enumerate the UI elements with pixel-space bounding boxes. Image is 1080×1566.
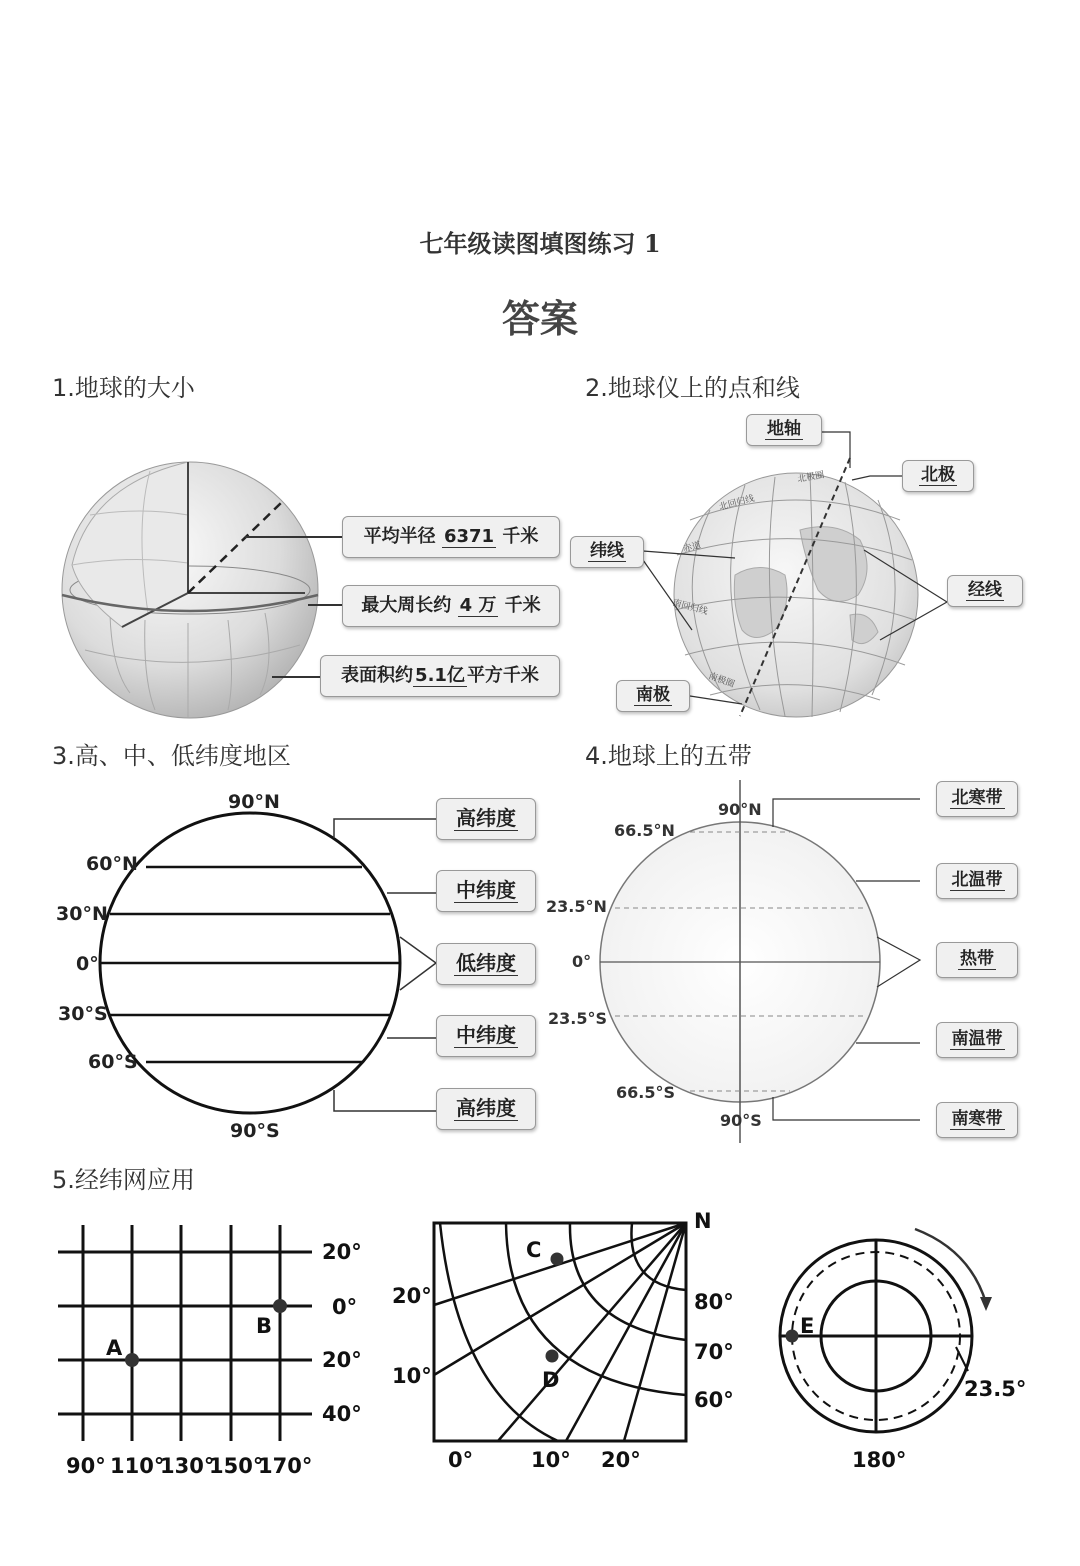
belt-lat-235n-text: 23.5°N [546,897,607,916]
zone-mid-north: 中纬度 [436,870,536,912]
g2-right-1: 80° [694,1290,734,1314]
g2-bottom-3: 20° [601,1448,641,1472]
belt-lat-0-text: 0° [572,952,592,971]
parallel-label: 纬线 [570,536,644,568]
tropic-capricorn-text: 南回归线 [671,598,709,618]
point-e-marker [786,1330,799,1343]
belt-south-frigid: 南寒带 [936,1102,1018,1138]
belt-lat-665s-text: 66.5°S [616,1083,675,1102]
equator-text: 赤道 [682,540,703,555]
belt-lat-90n-text: 90°N [718,800,762,819]
g2-bottom-2: 10° [531,1448,571,1472]
grid-1-diagram [50,1215,380,1485]
meridian-label: 经线 [947,575,1023,607]
g2-left-1: 20° [392,1284,432,1308]
belt-north-frigid: 北寒带 [936,781,1018,817]
antarctic-circle-text: 南极圈 [706,671,736,691]
g1-lat-3: 20° [322,1348,362,1372]
point-a-marker [125,1353,139,1367]
g1-lat-4: 40° [322,1402,362,1426]
point-d-marker [546,1350,559,1363]
g1-lat-1: 20° [322,1240,362,1264]
zone-low: 低纬度 [436,943,536,985]
zone-mid-south: 中纬度 [436,1015,536,1057]
point-c-marker [551,1253,564,1266]
belt-north-temperate: 北温带 [936,863,1018,899]
point-c-text: C [526,1238,542,1262]
axis-label: 地轴 [746,414,822,446]
g1-lon-2: 110° [110,1454,165,1478]
g1-lon-4: 150° [209,1454,264,1478]
belt-lat-90s-text: 90°S [720,1111,762,1130]
point-a-text: A [106,1336,123,1360]
south-pole-label: 南极 [616,680,690,712]
g2-bottom-1: 0° [448,1448,474,1472]
g2-right-3: 60° [694,1388,734,1412]
section-3-heading: 3.高、中、低纬度地区 [52,742,291,770]
g1-lat-2: 0° [332,1295,358,1319]
point-e-text: E [800,1314,815,1338]
five-belts-diagram [540,775,940,1155]
page-subtitle: 答案 [501,297,578,341]
belt-lat-235s-text: 23.5°S [548,1009,607,1028]
radius-label: 平均半径 6371 千米 [342,516,560,558]
zone-high-south: 高纬度 [436,1088,536,1130]
circumference-label: 最大周长约 4 万 千米 [342,585,560,627]
belt-lat-665n-text: 66.5°N [614,821,675,840]
lat-30s-text: 30°S [58,1003,108,1025]
page-title: 七年级读图填图练习 1 [419,229,661,258]
section-5-heading: 5.经纬网应用 [52,1166,195,1194]
point-d-text: D [542,1368,560,1392]
g3-lat-text: 23.5° [964,1377,1027,1401]
point-b-marker [273,1299,287,1313]
section-1-heading: 1.地球的大小 [52,374,195,402]
g2-north-text: N [694,1209,712,1233]
g1-lon-5: 170° [258,1454,313,1478]
belt-south-temperate: 南温带 [936,1022,1018,1058]
section-2-heading: 2.地球仪上的点和线 [585,374,800,402]
belt-tropical: 热带 [936,942,1018,978]
lat-90n-text: 90°N [228,791,280,813]
lat-90s-text: 90°S [230,1120,280,1142]
lat-30n-text: 30°N [56,903,108,925]
lat-0-text: 0° [76,953,99,975]
lat-60s-text: 60°S [88,1051,138,1073]
arctic-circle-text: 北极圈 [796,470,826,485]
g2-right-2: 70° [694,1340,734,1364]
zone-high-north: 高纬度 [436,798,536,840]
tropic-cancer-text: 北回归线 [718,493,756,513]
grid-2-diagram [388,1205,748,1485]
point-b-text: B [256,1314,273,1338]
g1-lon-1: 90° [66,1454,106,1478]
g1-lon-3: 130° [160,1454,215,1478]
surface-area-label: 表面积约 5.1亿 平方千米 [320,655,560,697]
grid-3-polar-diagram [770,1195,1050,1485]
g3-lon-text: 180° [852,1448,907,1472]
latitude-zones-diagram [50,780,450,1150]
section-4-heading: 4.地球上的五带 [585,742,752,770]
g2-left-2: 10° [392,1364,432,1388]
north-pole-label: 北极 [902,460,974,492]
lat-60n-text: 60°N [86,853,138,875]
